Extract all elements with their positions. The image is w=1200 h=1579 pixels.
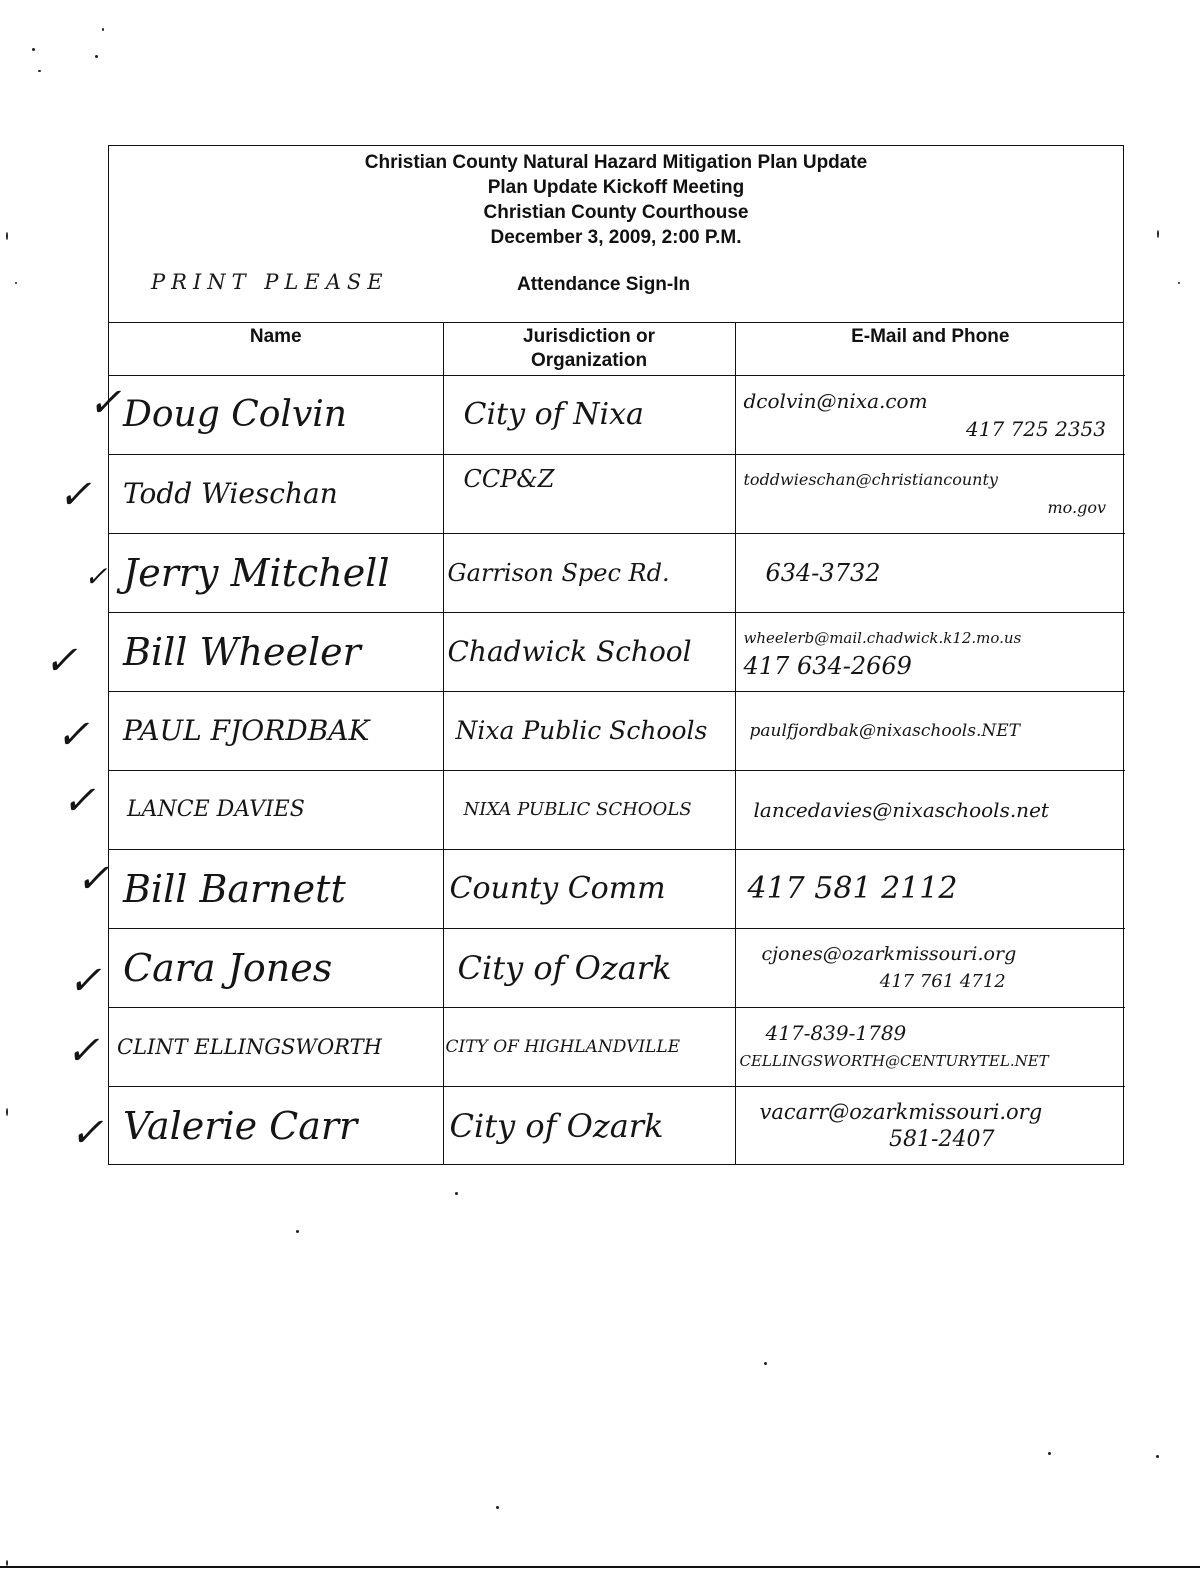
attendance-check-mark: ✓ bbox=[58, 472, 92, 518]
attendee-name: Doug Colvin bbox=[109, 375, 443, 454]
contact-line: 417 725 2353 bbox=[966, 416, 1106, 441]
contact-line: 417-839-1789 bbox=[765, 1020, 907, 1045]
attendee-org: Nixa Public Schools bbox=[443, 691, 735, 770]
column-header-contact: E-Mail and Phone bbox=[735, 323, 1125, 375]
scan-speck bbox=[1157, 230, 1159, 238]
attendee-name: PAUL FJORDBAK bbox=[109, 691, 443, 770]
print-please-note: PRINT PLEASE bbox=[151, 270, 389, 294]
scan-speck bbox=[1156, 1455, 1159, 1458]
attendance-check-mark: ✓ bbox=[84, 560, 108, 593]
table-row bbox=[109, 691, 1125, 770]
column-header-jurisdiction-label: Jurisdiction or Organization bbox=[523, 326, 655, 371]
scan-speck bbox=[296, 1230, 299, 1233]
attendee-contact bbox=[735, 1086, 1125, 1165]
attendee-contact bbox=[735, 928, 1125, 1007]
attendee-name: CLINT ELLINGSWORTH bbox=[109, 1007, 443, 1086]
attendee-name: Cara Jones bbox=[109, 928, 443, 1007]
contact-line: CELLINGSWORTH@CENTURYTEL.NET bbox=[739, 1051, 1049, 1070]
scan-speck bbox=[1048, 1452, 1051, 1455]
attendee-name: Valerie Carr bbox=[109, 1086, 443, 1165]
scan-speck bbox=[32, 48, 35, 51]
attendee-org: CITY OF HIGHLANDVILLE bbox=[443, 1007, 735, 1086]
attendance-check-mark: ✓ bbox=[76, 856, 110, 902]
contact-line: lancedavies@nixaschools.net bbox=[753, 797, 1049, 822]
contact-line: paulfjordbak@nixaschools.NET bbox=[749, 720, 1020, 741]
attendee-contact bbox=[735, 849, 1125, 928]
contact-line: dcolvin@nixa.com bbox=[743, 388, 928, 413]
title-line: Plan Update Kickoff Meeting bbox=[487, 177, 745, 198]
attendance-check-mark: ✓ bbox=[66, 1028, 100, 1074]
attendee-contact bbox=[735, 691, 1125, 770]
attendee-org: CCP&Z bbox=[443, 454, 735, 533]
scan-speck bbox=[15, 282, 17, 284]
scan-edge-line bbox=[0, 1566, 1200, 1568]
attendee-contact bbox=[735, 770, 1125, 849]
attendance-check-mark: ✓ bbox=[68, 958, 102, 1004]
scan-speck bbox=[38, 70, 41, 72]
sheet-header bbox=[109, 146, 1123, 323]
table-row bbox=[109, 1007, 1125, 1086]
attendance-label: Attendance Sign-In bbox=[517, 274, 691, 295]
meeting-title bbox=[109, 150, 1123, 250]
scan-speck bbox=[6, 232, 8, 240]
scan-speck bbox=[102, 28, 104, 31]
attendance-check-mark: ✓ bbox=[70, 1110, 104, 1156]
contact-line: 417 761 4712 bbox=[879, 970, 1006, 992]
scan-speck bbox=[95, 55, 98, 58]
attendee-org: NIXA PUBLIC SCHOOLS bbox=[443, 770, 735, 849]
contact-line: 634-3732 bbox=[765, 558, 881, 587]
contact-line: cjones@ozarkmissouri.org bbox=[761, 942, 1017, 965]
table-row bbox=[109, 612, 1125, 691]
table-row bbox=[109, 928, 1125, 1007]
title-line: Christian County Natural Hazard Mitigation Plan Update bbox=[364, 152, 868, 173]
attendance-check-mark: ✓ bbox=[56, 712, 90, 758]
attendee-org: County Comm bbox=[443, 849, 735, 928]
column-header-jurisdiction bbox=[443, 323, 735, 375]
column-header-name: Name bbox=[109, 323, 443, 375]
table-row bbox=[109, 375, 1125, 454]
attendee-name: LANCE DAVIES bbox=[109, 770, 443, 849]
title-line: December 3, 2009, 2:00 P.M. bbox=[490, 227, 742, 248]
table-row bbox=[109, 533, 1125, 612]
attendee-contact bbox=[735, 1007, 1125, 1086]
table-row bbox=[109, 849, 1125, 928]
contact-line: toddwieschan@christiancounty bbox=[743, 469, 998, 489]
attendee-org: City of Nixa bbox=[443, 375, 735, 454]
attendee-org: City of Ozark bbox=[443, 928, 735, 1007]
attendee-contact bbox=[735, 375, 1125, 454]
attendee-name: Bill Barnett bbox=[109, 849, 443, 928]
scan-speck bbox=[764, 1362, 767, 1365]
table-row bbox=[109, 454, 1125, 533]
title-line: Christian County Courthouse bbox=[483, 202, 749, 223]
sign-in-sheet bbox=[108, 145, 1124, 1165]
contact-line: vacarr@ozarkmissouri.org bbox=[759, 1099, 1043, 1124]
attendee-org: Chadwick School bbox=[443, 612, 735, 691]
table-row bbox=[109, 1086, 1125, 1165]
attendee-name: Bill Wheeler bbox=[109, 612, 443, 691]
attendance-check-mark: ✓ bbox=[62, 778, 96, 824]
contact-line: 581-2407 bbox=[889, 1126, 995, 1152]
scan-speck bbox=[455, 1192, 458, 1195]
table-header-row bbox=[109, 323, 1125, 375]
attendee-contact bbox=[735, 533, 1125, 612]
scan-speck bbox=[1178, 282, 1180, 284]
contact-line: mo.gov bbox=[1047, 497, 1106, 517]
attendance-table bbox=[109, 323, 1125, 1165]
contact-line: 417 581 2112 bbox=[747, 870, 958, 906]
attendance-check-mark: ✓ bbox=[44, 638, 78, 684]
attendee-name: Todd Wieschan bbox=[109, 454, 443, 533]
scan-speck bbox=[496, 1506, 499, 1509]
attendee-contact bbox=[735, 612, 1125, 691]
scan-speck bbox=[6, 1108, 8, 1116]
attendee-org: Garrison Spec Rd. bbox=[443, 533, 735, 612]
attendee-contact bbox=[735, 454, 1125, 533]
table-row bbox=[109, 770, 1125, 849]
attendee-org: City of Ozark bbox=[443, 1086, 735, 1165]
attendance-check-mark: ✓ bbox=[88, 380, 122, 426]
contact-line: 417 634-2669 bbox=[743, 651, 912, 680]
contact-line: wheelerb@mail.chadwick.k12.mo.us bbox=[743, 628, 1022, 647]
attendee-name: Jerry Mitchell bbox=[109, 533, 443, 612]
